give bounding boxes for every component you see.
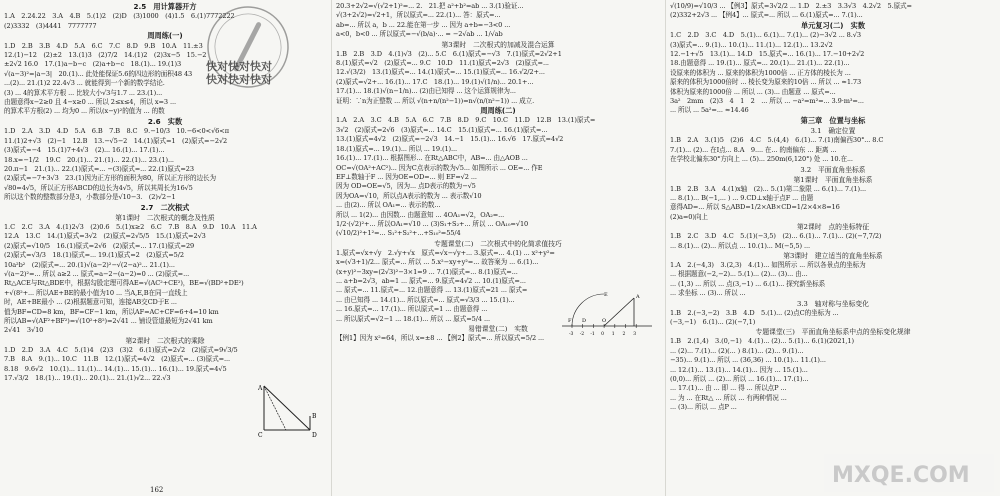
answer-line: 由题意得x−2≥0 且 4−x≥0 ... 所以 2≤x≤4，所以 x=3 ... <box>4 98 176 107</box>
answer-line: ... 12.(1)... 13.(1)... 14.(1)... 因为 ... 15.(1)... <box>670 365 808 374</box>
column-separator-1 <box>331 0 332 496</box>
answer-line: +√(8²+... 所以AE+BE的最小值为10 ... 当A,E,B在同一直线上 <box>4 288 188 297</box>
answer-line: ... 由(2)... 所以 OA₁=... 表示的数... <box>336 201 441 210</box>
answer-line: (2)原式=√3/3 18.(1)原式=... 19.(1)原式=2 (2)原式=5/2 <box>4 251 184 260</box>
answer-line: 7.B 8.A 9.(1)... 10.C 11.B 12.(1)原式=4√2 (2)原式=... (3)原式=... <box>4 355 231 364</box>
answer-line: 18.(1)原式=... 19.(1)... 所以 ... 19.(1)... <box>336 144 458 153</box>
answer-line: ... (1,3) ... 所以 ... 点(3,−1) ... 6.(1)... 探究新坐标系 <box>670 279 826 288</box>
answer-line: 设原来的体积为 ... 原来的体积为1000倍 ... 正方体的棱长为 ... <box>670 68 851 77</box>
answer-line: 7.(1)... (2)... 在Ⅰ点... 8.A 9.... 在... 的南偏东 ... 距离 ... <box>670 145 837 154</box>
subsection-heading: 3.2 平面直角坐标系 <box>800 165 866 174</box>
answer-line: 1.B 2.C 3.D 4.C 5.(1)(−3,5) (2)... 6.(1)... 7.(1)... (2)(−7,7/2) <box>670 232 882 241</box>
number-line-tick-label: -2 <box>579 332 585 337</box>
subsection-heading: 3.1 确定位置 <box>810 127 856 136</box>
answer-line: (−3,−1) 6.(1)... (2)(−7,1) <box>670 317 756 326</box>
answer-line: 1.B 2.(1,4) 3.(0,−1) 4.(1)... (2)... 5.(1)... 6.(1)(2021,1) <box>670 337 854 346</box>
subsection-heading: 第2课时 二次根式的乘除 <box>125 336 205 345</box>
number-line-tick-label: 1 <box>611 332 615 337</box>
answer-line: ... 所以原式=√2−1 ... 18.(1)... 所以 ... 原式=5/4 ... <box>336 314 490 323</box>
answer-line: 12.−1+√5 13.(1)... 14.D 15.原式=... 16.(1)... 17.−10+2√2 <box>670 50 865 59</box>
answer-line: 【例1】因为 x²=64，所以 x=±8 ... 【例2】原式=... 所以原式=5/2 ... <box>336 334 545 342</box>
subsection-heading: 第3课时 建立适当的直角坐标系 <box>783 251 883 260</box>
section-heading: 第三章 位置与坐标 <box>800 115 866 125</box>
answer-line: 的算术平方根(2) ... 均为0 ... 所以(x−y)²的值为 ... 的数 <box>4 107 165 116</box>
answer-line: (2)a=0)向上 <box>670 212 708 221</box>
answer-line: 1.B 2.B 3.A 4.(1)x轴 (2)... 5.(1)第二象限 ... 6.(1)... 7.(1)... <box>670 184 866 193</box>
answer-line: 8.18 9.6√2 10.(1)... 11.(1)... 14.(1)... 15.(1)... 16.(1)... 19.原式=4√5 <box>4 364 227 373</box>
answer-line: 12.A 13.C 14.(1)原式=3√2 (2)原式=2√5/5 15.(1)原式=2√3 <box>4 232 206 241</box>
answer-line: 因为OA=√10，所以点A表示的数为 ... 表示数√10 <box>336 191 482 200</box>
number-line-point-label: D <box>582 318 587 324</box>
answer-line: 证明：∵n为正整数 ... 所以 √(n+n/(n²−1))=n√(n/(n²−1)) ... 成立. <box>336 96 535 105</box>
section-heading: 周周练(二) <box>480 106 516 116</box>
answer-line: 1.D 2.D 3.A 4.C 5.(1)4 (2)3 (3)2 6.(1)原式=2√2 (2)原式=9√3/5 <box>4 345 238 354</box>
answer-line: (3)原式=... 9.(1)... 10.(1)... 11.(1)... 12.(1)... 13.2√2 <box>670 40 833 49</box>
answer-line: 在学校北偏东30°方向上 ... (5)... 250m(6,120°) 处 ... 10.在... <box>670 155 853 164</box>
column-separator-2 <box>665 0 666 496</box>
answer-line: 17.√3/2 18.(1)... 19.(1)... 20.(1)... 21.(1)√2... 22.√3 <box>4 374 171 383</box>
subsection-heading: 专题课堂(二) 二次根式中的化简求值技巧 <box>434 239 562 248</box>
answer-line: ... 由已知得 ... 14.(1)... 所以原式=... 原式=√3/3 ... 15.(1)... <box>336 295 515 304</box>
answer-line: (3) ... 4的算术平方根 ... 比较大小√3与1.7 ... 23.(1)... <box>4 88 163 97</box>
answer-line: (2)332+2√3 ... 【例4】... 原式=... 所以 ... 6.(1)原式=... 7.(1)... <box>670 11 863 20</box>
answer-line: 1.C 2.C 3.A 4.(1)2√3 (2)0.6 5.(1)x≥2 6.C 7.B 8.A 9.D 10.A 11.A <box>4 222 257 231</box>
answer-line: 1.A 2.(−4,3) 3.(2,3) 4.(1)... 如图所示 ... 所以各景点的坐标为 <box>670 260 866 269</box>
answer-line: (2)3332 (3)4441 7777777 <box>4 21 97 30</box>
answer-line: 值为BF=CD=8 km，BF=CF−1 km，所以AF=AC+CF=6+4=10 km <box>4 307 219 316</box>
answer-line: ... (3)... 所以 ... 点P ... <box>670 403 737 412</box>
answer-line: √80=4√5，所以正方形ABCD的边长为4√5，所以其周长为16√5 <box>4 183 193 192</box>
answer-line: (x+y)²−3xy=(2√3)²−3×1=9 ... 7.(1)原式=... 8.(1)原式=... <box>336 267 518 276</box>
section-heading: 2.7 二次根式 <box>140 202 190 212</box>
answer-line: 17.(1)... 18.(1)√(n−1/n)... (2)由已知得 ... 这个运算规律为... <box>336 87 516 96</box>
number-line-arc <box>572 294 607 326</box>
answer-line: ... a+b=2√3，ab=1 ... 原式=... 9.原式=4√2 ... 10.(1)原式=... <box>336 276 526 285</box>
answer-line: 所以AB=√(AF²+BF²)=√(10²+8²)=2√41 ... 铺设管道最短为2√41 km <box>4 317 213 325</box>
section-heading: 2.5 用计算器开方 <box>133 2 197 11</box>
answer-line: 因为 OD=OE=√5，因为... 点D表示的数为−√5 <box>336 182 476 191</box>
answer-line: (0,0)... 所以 ... (2)... 所以 ... 16.(1)... 17.(1)... <box>670 375 809 383</box>
answer-line: ... 原式=... 11.原式=... 12.由题意得 ... 13.(1)原式=21 ... 原式= <box>336 286 528 295</box>
answer-line: ...(2)... 21.(1)2 22.4√3 ... 就能得到一个新的数学结论. <box>4 79 165 88</box>
answer-line: 1.B 2.(−3,−2) 3.B 4.D 5.(1)... (2)点C的坐标为 ... <box>670 308 839 317</box>
answer-line: 1.原式=√x+√y 2.√y+√x 原式=√x−√y+... 3.原式=... 4.(1) ... x²+y²= <box>336 248 555 257</box>
watermark-text <box>206 60 272 86</box>
subsection-heading: 第2课时 点的坐标特征 <box>796 223 870 232</box>
answer-line: 3√2 (2)原式=2√6 (3)原式=... 14.C 15.(1)原式=... 16.(1)原式=... <box>336 125 548 134</box>
answer-line: √(a−3)²=|a−3| 20.(1)... 此处能保证5.6的四边形的面积48 43 <box>4 69 193 78</box>
answer-line: 1.A 2.A 3.C 4.B 5.A 6.C 7.B 8.D 9.C 10.C 11.D 12.B 13.(1)原式= <box>336 116 596 125</box>
number-line-tick-label: 3 <box>633 332 637 337</box>
answer-line: ... 8.(1)... B(−1,... ) ... 9.CD⊥x轴于点F ... 由题 <box>670 193 814 202</box>
answer-line: 18.由题意得 ... 19.(1)... 原式=... 20.(1)... 21.(1)... 22.(1)... <box>670 59 850 68</box>
number-line-segment <box>604 298 634 326</box>
answer-line: ... 17.(1)... 由 ... 即 ... 得 ... 所以点P ... <box>670 384 787 393</box>
section-heading: 单元复习(二) 实数 <box>800 20 866 30</box>
number-line-point-label: E <box>604 292 608 298</box>
pipe-diagram <box>258 382 320 440</box>
number-line-diagram <box>560 290 656 340</box>
number-line-point-label: A <box>636 294 640 300</box>
diagram-label: B <box>312 413 317 420</box>
answer-line: 13.(1)原式=4√2 (2)原式=−2√3 14.−1 15.(1)... 16.√6 17.原式=4√2 <box>336 135 564 144</box>
subsection-heading: 专题课堂(三) 平面直角坐标系中点的坐标变化规律 <box>755 328 911 337</box>
answer-line: ... 为 ... 在Rt△ ... 所以 ... 有两种情况 ... <box>670 393 787 402</box>
number-line-point-label: F <box>568 318 572 324</box>
number-line-tick-label: -3 <box>569 332 574 337</box>
answer-line: ... 求坐标 ... (3)... 所以 ... <box>670 289 746 298</box>
answer-line: x=(√3+1)/2... 原式=... 所以 ... 5.x²−xy+y²=... 故答案为 ... 6.(1)... <box>336 258 539 267</box>
answer-line: 18.x=−1/2 19.C 20.(1)... 21.(1)... 22.(1)... 23.(1)... <box>4 155 174 164</box>
answer-line: 原来的体积为1000倍时 ... 棱长变为原来的10倍 ... 所以 ... ≈1.73 <box>670 78 862 87</box>
page-number: 162 <box>150 486 164 494</box>
answer-line: ab=... 所以 a，b ... 22.能在第一步 ... 因为 a+b=−3<0 ... <box>336 20 511 29</box>
answer-line: Rt△ACE与Rt△BDE中，根据勾股定理可得AE=√(AC²+CE²)，BE=√(BD²+DE²) <box>4 279 244 288</box>
answer-line: 10a²b² (2)原式=... 20.(1)√(a−2)²−√(2−a)²... 21.(1)... <box>4 260 175 269</box>
answer-line: 12.(1)−12 (2)±2 13.(1)3 (2)7/2 14.(1)2 (2)3x−5 15.−2 <box>4 51 207 60</box>
number-line-tick-label: 2 <box>622 332 626 337</box>
answer-line: EF⊥数轴于F ... 因为OE=OD=... 则 EF=√2 ... <box>336 172 477 181</box>
pipe-diagram-line <box>264 386 310 430</box>
answer-line: 20.3+2√2=√(√2+1)²=... 2. 21.把 a²+b²=ab ... 3.(1)验证... <box>336 2 524 10</box>
answer-line: (3)原式=−4 15.(1)7+4√3 (2)... 16.(1)... 17.(1)... <box>4 146 165 155</box>
answer-line: 1.D 2.B 3.B 4.D 5.A 6.C 7.C 8.D 9.B 10.A 11.±3 <box>4 41 203 50</box>
section-heading: 2.6 实数 <box>147 116 183 126</box>
answer-line: OC=√(OA²+AC²)... 因为C点表示的数为√5... 如图所示 ... OE=... 作E <box>336 163 543 172</box>
number-line-point-label: O <box>602 318 607 324</box>
diagram-label: C <box>258 432 263 439</box>
answer-line: (2)原式=−7+3√3 23.(1)因为正方形的面积为80，所以正方形的边长为 <box>4 174 216 183</box>
answer-line: 时，AE+BE最小 ... (2)根据题意可知，连接AB交CD于E ... <box>4 298 177 307</box>
answer-line: √(10/9)=√10/3 ... 【例3】原式=3√2/2 ... 1.D 2.±3 3.3√3 4.2√2 5.原式= <box>670 2 912 10</box>
answer-line: ... 所以 ... 5a²=... ≈14.46 <box>670 106 749 115</box>
answer-line: 2√41 3√10 <box>4 326 44 335</box>
answer-line: (√10/2)²+1²=... S₁²+S₂²+...+S₁₀²=55/4 <box>336 229 461 238</box>
answer-line: 所以 ... 1(2)... 由因数... 由题意知 ... 4OA₁=√2，OA₂=... <box>336 210 505 219</box>
subsection-heading: 第1课时 平面直角坐标系 <box>793 175 873 184</box>
answer-line: ... 根据题意(−2,−2)... 5.(1)... (2)... (3)... 由... <box>670 270 808 279</box>
corner-logo-icon <box>824 454 994 492</box>
watermark-line-2: 快对快对快对 <box>206 73 272 86</box>
answer-line: 1/2·(√2)²+... 所以OA₁=√10 ... (3)S₁+S₂+... 所以 ... OA₁₀=√10 <box>336 219 529 228</box>
answer-line: ±2√2 16.0 17.(1)a−b−c (2)a+b−c 18.(1)... 19.(1)3 <box>4 60 182 69</box>
answer-line: 16.(1)... 17.(1)... 根据图形... 在Rt△ABC中，AB=... 由△AOB ... <box>336 154 528 163</box>
diagram-label: A <box>258 385 263 392</box>
answer-line: 12.√(3/2) 13.(1)原式=... 14.(1)原式=... 15.(1)原式=... 16.√2/2+... <box>336 68 545 77</box>
answer-line: 所以这个数的整数部分是3，小数部分是√10−3. (2)√2−1 <box>4 193 176 202</box>
watermark-line-1: 快对快对快对 <box>206 60 272 73</box>
answer-line: √(a−2)²=... 所以 a≥2 ... 原式=a−2−(a−2)=0 ... (2)原式=... <box>4 269 190 278</box>
diagram-label: D <box>312 432 317 439</box>
answer-line: 意得AD=... 所以 S△ABD=1/2×AB×CD=1/2×4×8=16 <box>670 203 840 212</box>
answer-line: ... 16.原式=... 17.(1)... 所以原式=1 ... 由题意得 ... <box>336 305 488 314</box>
answer-line: ... 8.(1)... (2)... 所以点 ... 10.(1)... M(−5,5) ... <box>670 241 810 250</box>
answer-line: (2)原式=√10/5 16.(1)原式=2√6 (2)原式=... 17.(1)原式=29 <box>4 241 195 250</box>
corner-logo-text: MXQE.COM <box>832 463 970 488</box>
subsection-heading: 第3课时 二次根式的加减及混合运算 <box>441 40 555 49</box>
answer-line: (2)原式=√2+... 16.(1)... 17.C 18.(1)... 19.(1)√(1/n)... 20.1+... <box>336 77 534 86</box>
answer-line: 11.(1)2+√3 (2)−1 12.B 13.−√5−2 14.(1)原式=1 (2)原式=−2√2 <box>4 136 228 145</box>
answer-line: 1.B 2.A 3.(1)5 (2)6 4.C 5.(4,4) 6.(1)... 7.(1)南偏西30°... 8.C <box>670 136 884 145</box>
answer-line: 20.π−1 21.(1)... 22.(1)原式=... −(3)原式=... 22.(1)原式=23 <box>4 164 194 173</box>
answer-line: ... (2)... 7.(1)... (2)(... ) 8.(1)... (2)... 9.(1)... <box>670 346 804 355</box>
answer-line: 1.D 2.A 3.D 4.D 5.A 6.B 7.B 8.C 9.−10/3 10.−6<0<√6<π <box>4 127 229 136</box>
pipe-diagram-line <box>264 386 286 430</box>
answer-line: 体积为原来的1000倍 ... 所以 ... (3)... 由题意 ... 原式=... <box>670 87 836 96</box>
answer-line: −35)... 9.(1)... 所以 ... (36,36) ... 10.(1)... 11.(1)... <box>670 356 826 365</box>
right-column <box>670 2 996 494</box>
subsection-heading: 第1课时 二次根式的概念及性质 <box>115 213 215 222</box>
number-line-tick-label: -1 <box>590 332 595 337</box>
answer-line: 1.A 2.24.22 3.A 4.B 5.(1)2 (2)D (3)1000 (4)1.5 6.(1)7772222 <box>4 12 235 21</box>
middle-column <box>336 2 660 494</box>
answer-line: 8.(1)原式=√2 (2)原式=... 9.C 10.D 11.(1)原式=2√3 (2)原式=... <box>336 59 549 68</box>
number-line-tick-label: 0 <box>601 332 604 337</box>
answer-line: 1.B 2.B 3.D 4.(1)√3 (2)... 5.C 6.(1)原式=−√3 7.(1)原式=2√2+1 <box>336 49 562 58</box>
section-heading: 周周练(一) <box>147 31 183 41</box>
answer-line: 1.C 2.D 3.C 4.D 5.(1)... 6.(1)... 7.(1)... (2)−3√2 ... 8.√3 <box>670 31 861 40</box>
subsection-heading: 易错课堂(二) 实数 <box>468 325 528 333</box>
subsection-heading: 3.3 轴对称与坐标变化 <box>797 299 869 308</box>
answer-line: 3a² 2mm (2)3 4 1 2 ... 所以 ... −a²=m²=... 3.9·m³=... <box>670 97 864 106</box>
answer-line: a<0，b<0 ... 所以原式=−√(b/a)·... = −2√ab ... 1/√ab <box>336 30 503 39</box>
answer-line: √(3+2√2)=√2+1，所以原式=... 22.(1)... 答：原式=... <box>336 11 501 20</box>
